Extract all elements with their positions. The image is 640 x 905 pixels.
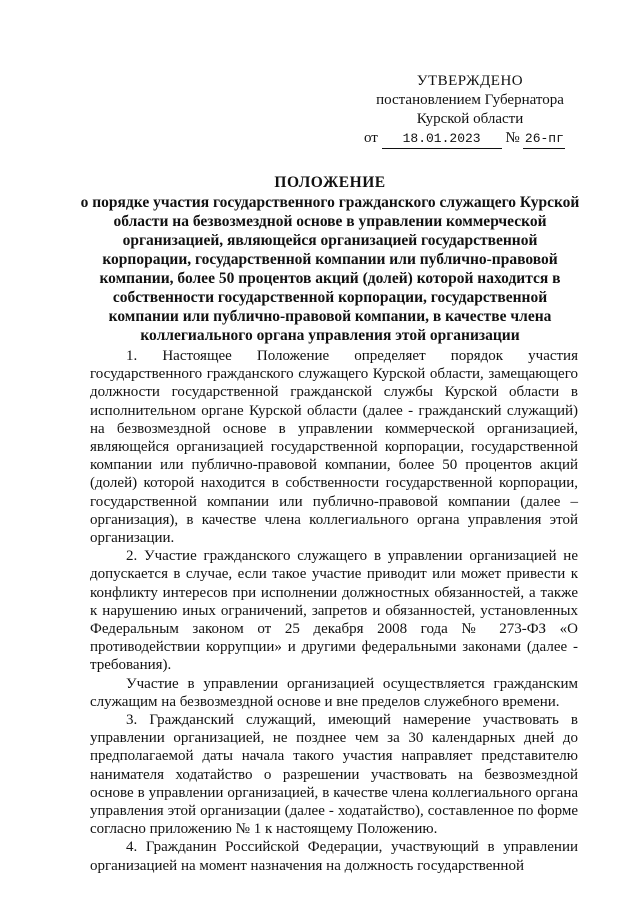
approval-number: 26-пг <box>523 129 565 149</box>
approval-block <box>360 72 580 149</box>
approval-word: УТВЕРЖДЕНО <box>416 73 524 89</box>
approval-date: 18.01.2023 <box>382 129 502 149</box>
date-prefix: от <box>364 130 378 146</box>
paragraph-2-continued: Участие в управлении организацией осуществляется гражданским служащим на безвозмездной основе и вне пределов служебного времени. <box>90 675 578 710</box>
paragraph-4: 4. Гражданин Российской Федерации, участвующий в управлении организацией на момент назначения на должность государственной <box>90 839 578 874</box>
paragraph-1: 1. Настоящее Положение определяет порядок участия государственного гражданского служащего Курской области, замещающего должности государственной гражданской службы Курской области в исполнительном органе Курской области (далее - гражданский служащий) на безвозмездной основе в управлении коммерческой организацией, являющейся организацией государственной корпорации, государственной компании или публично-правовой компании, более 50 процентов акций (долей) которой находится в собственности государственной корпорации, государственной компании или публично-правовой компании (далее – организация), в качестве члена коллегиального органа управления этой организации. <box>90 348 578 547</box>
approval-line-2: Курской области <box>416 111 524 127</box>
approval-line-1: постановлением Губернатора <box>376 92 564 108</box>
paragraph-2: 2. Участие гражданского служащего в управлении организацией не допускается в случае, если такое участие приводит или может привести к конфликту интересов при исполнении должностных обязанностей, а также к нарушению иных ограничений, запретов и обязанностей, установленных Федеральным законом от 25 декабря 2008 года № 273-ФЗ «О противодействии коррупции» и другими федеральными законами (далее - требования). <box>90 548 578 674</box>
approval-date-line <box>360 129 580 149</box>
number-prefix: № <box>505 130 520 146</box>
document-title <box>80 173 580 345</box>
paragraph-3: 3. Гражданский служащий, имеющий намерение участвовать в управлении организацией, не позднее чем за 30 календарных дней до предполагаемой даты начала такого участия направляет представителю нанимателя ходатайство о разрешении участвовать на безвозмездной основе в управлении организацией, в качестве члена коллегиального органа управления этой организации (далее - ходатайство), составленное по форме согласно приложению № 1 к настоящему Положению. <box>90 712 578 838</box>
title-subtitle: о порядке участия государственного гражданского служащего Курской области на безвозмездной основе в управлении коммерческой организацией, являющейся организацией государственной корпорации, государственной компании или публично-правовой компании, более 50 процентов акций (долей) которой находится в собственности государственной корпорации, государственной компании или публично-правовой компании, в качестве члена коллегиального органа управления этой организации <box>80 194 580 344</box>
title-heading: ПОЛОЖЕНИЕ <box>274 174 386 191</box>
document-body <box>90 347 578 875</box>
